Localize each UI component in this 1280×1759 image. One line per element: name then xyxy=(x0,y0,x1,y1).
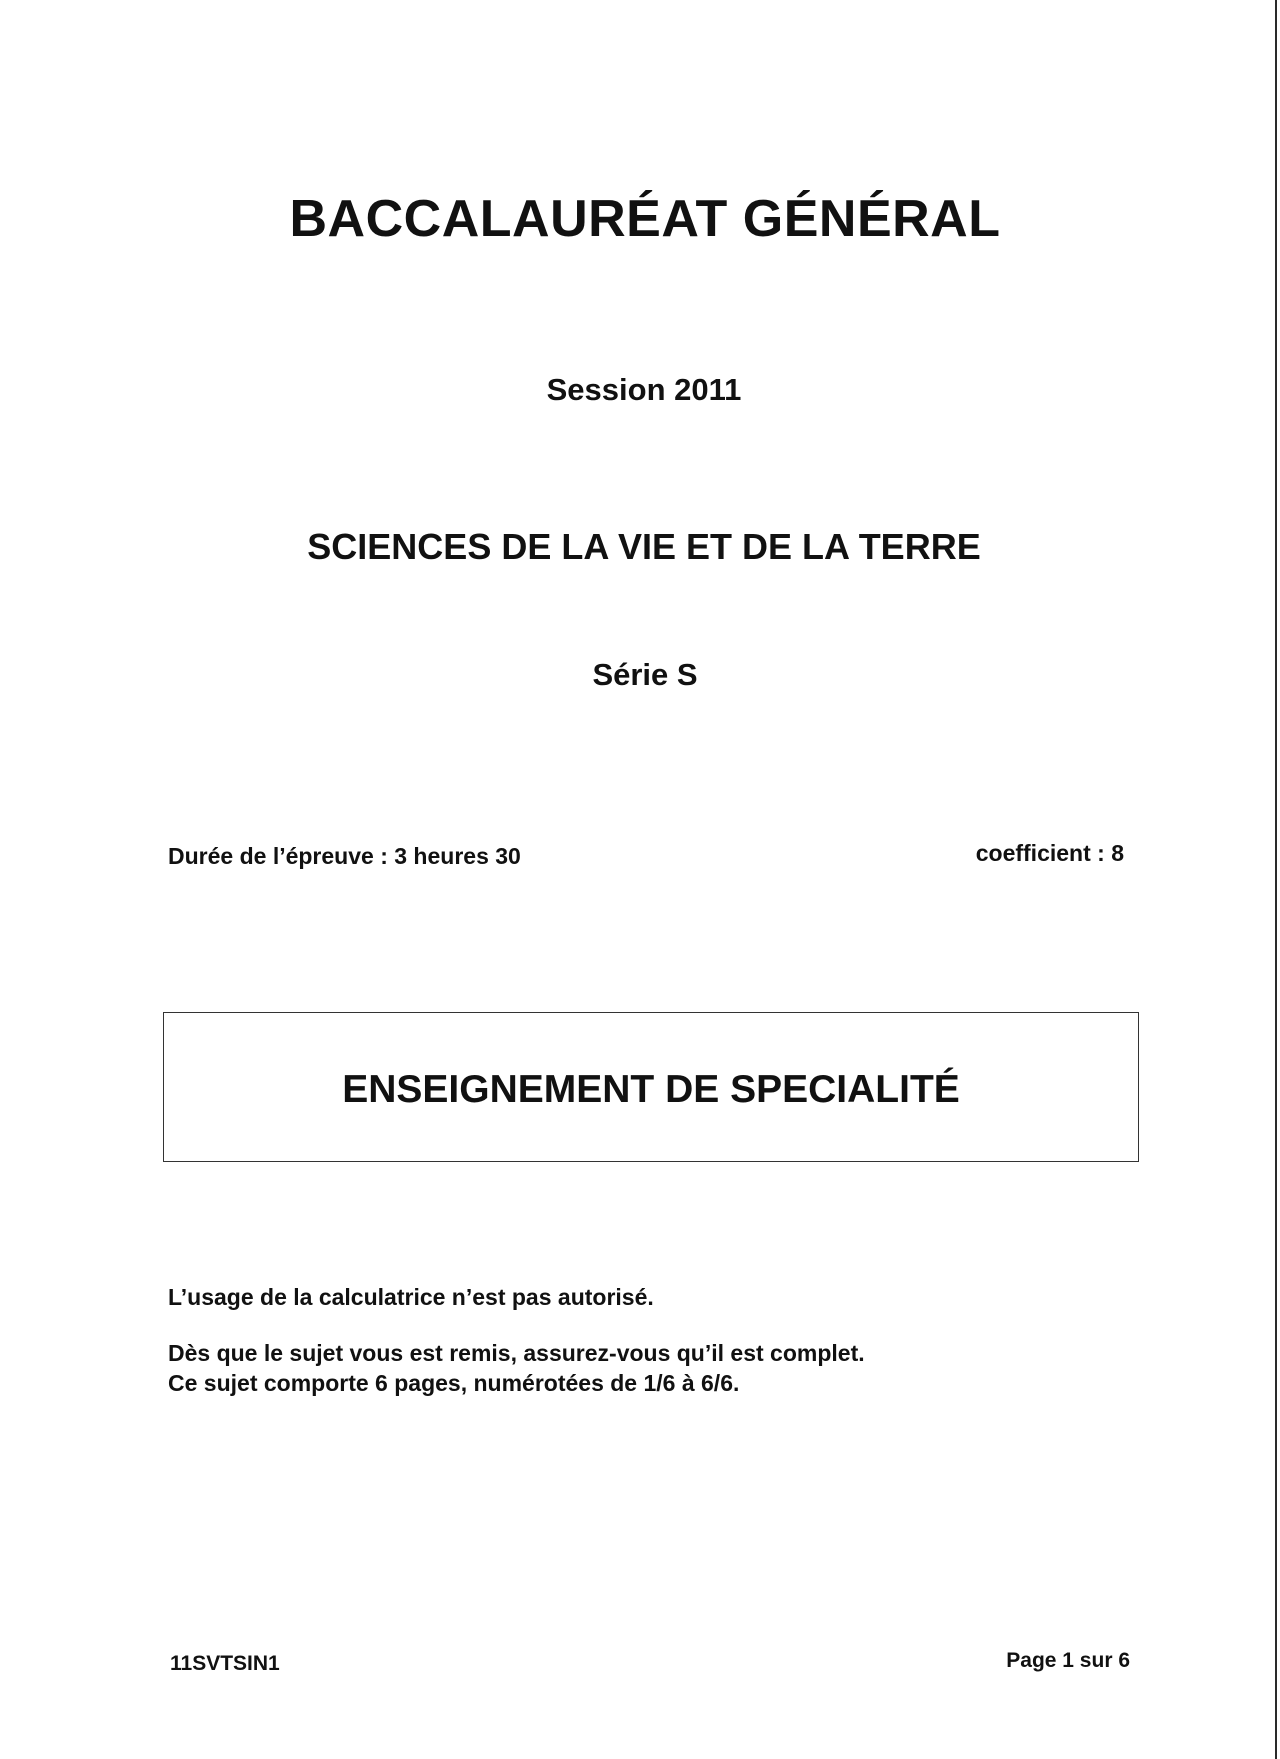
page-number: Page 1 sur 6 xyxy=(1006,1649,1130,1672)
subject-code: 11SVTSIN1 xyxy=(170,1652,280,1675)
specialite-box xyxy=(163,1012,1139,1162)
session-label: Session 2011 xyxy=(546,372,742,407)
calculator-notice: L’usage de la calculatrice n’est pas autorisé. xyxy=(168,1284,654,1310)
scan-edge-line xyxy=(1275,0,1277,1759)
exam-coefficient: coefficient : 8 xyxy=(975,840,1124,866)
serie-label: Série S xyxy=(592,657,698,692)
subject-title: SCIENCES DE LA VIE ET DE LA TERRE xyxy=(307,526,981,567)
page-count-notice: Ce sujet comporte 6 pages, numérotées de 1/6 à 6/6. xyxy=(168,1370,740,1396)
completeness-notice: Dès que le sujet vous est remis, assurez-vous qu’il est complet. xyxy=(168,1340,865,1366)
exam-duration: Durée de l’épreuve : 3 heures 30 xyxy=(168,843,521,869)
specialite-title: ENSEIGNEMENT DE SPECIALITÉ xyxy=(342,1068,960,1111)
exam-title: BACCALAURÉAT GÉNÉRAL xyxy=(289,190,1001,248)
